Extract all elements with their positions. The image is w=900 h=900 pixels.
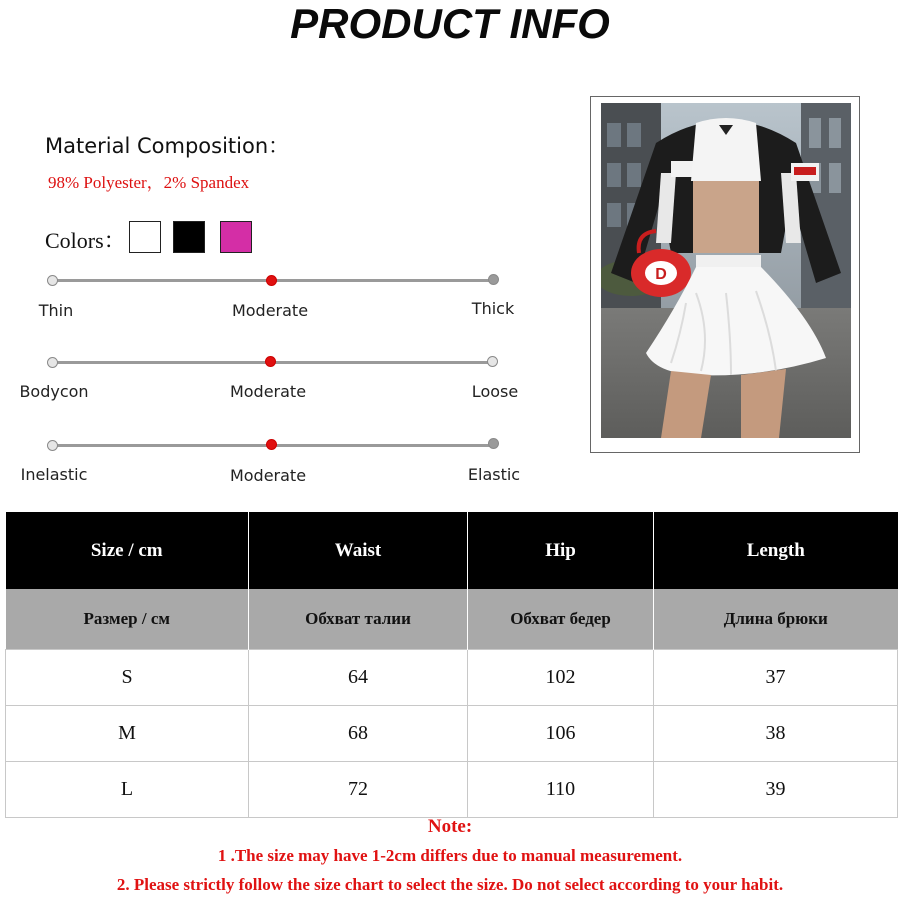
table-cell: 68	[249, 706, 468, 762]
table-row	[6, 762, 898, 818]
scale-label-right: Thick	[471, 299, 515, 318]
table-subheader-cell: Обхват талии	[249, 589, 468, 650]
table-cell: 37	[654, 650, 898, 706]
scale-dot-right	[487, 356, 498, 367]
table-subheader-cell: Обхват бедер	[468, 589, 654, 650]
table-cell: L	[6, 762, 249, 818]
product-photo-illustration	[601, 103, 851, 438]
table-cell: 102	[468, 650, 654, 706]
scale-label-left: Thin	[38, 301, 74, 320]
color-swatch-magenta[interactable]	[220, 221, 252, 253]
size-chart-table	[5, 512, 898, 818]
note-heading: Note:	[427, 816, 473, 837]
table-header-row-en	[6, 512, 898, 589]
scale-dot-left	[47, 275, 58, 286]
table-subheader-cell: Длина брюки	[654, 589, 898, 650]
table-header-cell: Length	[654, 512, 898, 589]
scale-label-middle: Moderate	[229, 382, 307, 401]
colors-label: Colors：	[45, 228, 126, 253]
table-header-cell: Size / cm	[6, 512, 249, 589]
table-row	[6, 706, 898, 762]
table-cell: 110	[468, 762, 654, 818]
table-subheader-cell: Размер / см	[6, 589, 249, 650]
scale-dot-right	[488, 438, 499, 449]
table-cell: 72	[249, 762, 468, 818]
table-cell: 39	[654, 762, 898, 818]
page-title: PRODUCT INFO	[290, 0, 610, 47]
table-cell: S	[6, 650, 249, 706]
note-line-2: 2. Please strictly follow the size chart to select the size. Do not select according to your habit.	[116, 875, 784, 894]
scale-dot-selected	[266, 439, 277, 450]
scale-label-left: Inelastic	[20, 465, 88, 484]
scale-dot-selected	[265, 356, 276, 367]
note-line-1: 1 .The size may have 1-2cm differs due to manual measurement.	[217, 846, 683, 865]
scale-label-left: Bodycon	[19, 382, 89, 401]
material-composition-value: 98% Polyester，2% Spandex	[48, 173, 250, 192]
table-cell: 38	[654, 706, 898, 762]
table-header-cell: Waist	[249, 512, 468, 589]
table-cell: M	[6, 706, 249, 762]
table-cell: 106	[468, 706, 654, 762]
scale-label-middle: Moderate	[231, 301, 309, 320]
table-row	[6, 650, 898, 706]
product-photo	[601, 103, 851, 438]
scale-dot-selected	[266, 275, 277, 286]
scale-label-right: Loose	[471, 382, 519, 401]
scale-dot-left	[47, 357, 58, 368]
scale-label-middle: Moderate	[229, 466, 307, 485]
material-composition-label: Material Composition：	[45, 134, 290, 158]
table-header-row-ru	[6, 589, 898, 650]
bag-logo-text: D	[655, 266, 667, 283]
scale-label-right: Elastic	[467, 465, 521, 484]
scale-dot-right	[488, 274, 499, 285]
color-swatch-black[interactable]	[173, 221, 205, 253]
color-swatch-white[interactable]	[129, 221, 161, 253]
product-photo-frame	[590, 96, 860, 453]
table-header-cell: Hip	[468, 512, 654, 589]
table-cell: 64	[249, 650, 468, 706]
scale-dot-left	[47, 440, 58, 451]
